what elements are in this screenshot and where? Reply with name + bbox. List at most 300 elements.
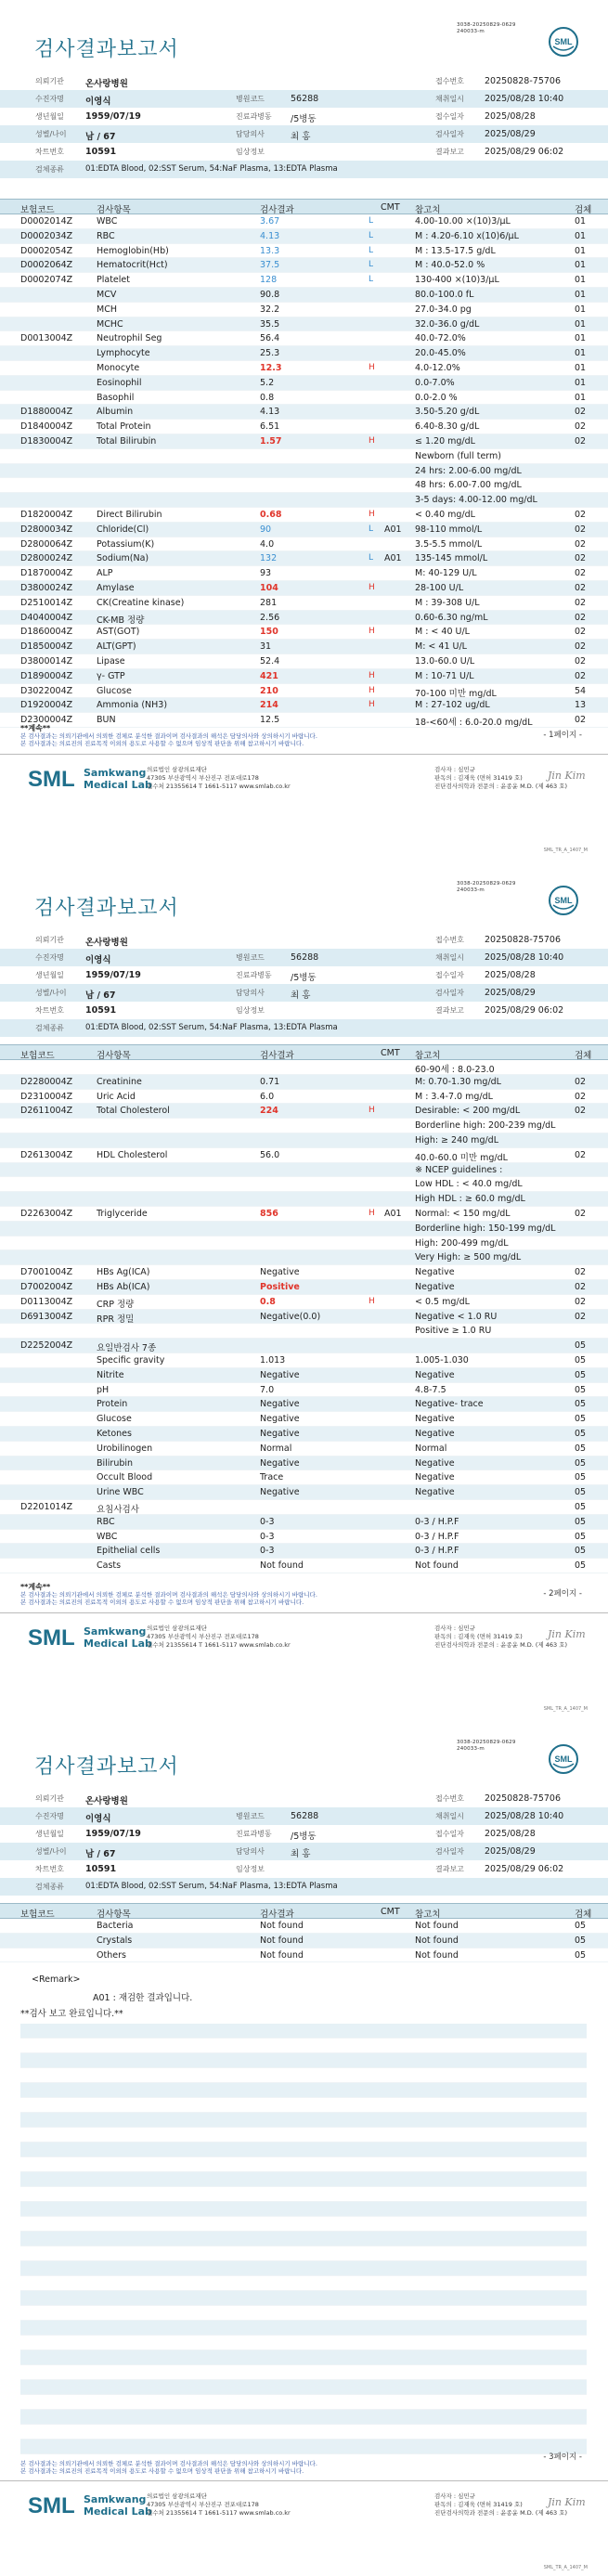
result-flag: H [369,1208,375,1218]
test-name: Platelet [97,275,130,286]
reference-range: Negative [415,1457,455,1469]
test-name: Bacteria [97,1921,134,1931]
table-row [0,1442,608,1456]
result-flag: H [369,700,375,710]
table-row [0,478,608,493]
svg-text:SML: SML [28,1625,75,1650]
table-row [0,1207,608,1222]
test-name: Urobilinogen [97,1443,153,1454]
reference-range: 135-145 mmol/L [415,553,488,564]
reference-range: 3-5 days: 4.00-12.00 mg/dL [415,495,537,506]
remark-title: <Remark> [32,1974,81,1985]
svg-text:SML: SML [554,37,573,46]
table-row [0,581,608,596]
reference-range: Negative [415,1267,455,1278]
svg-text:SML: SML [554,1754,573,1764]
sml-logo-icon [548,1743,579,1775]
report-title: 검사결과보고서 [34,38,179,61]
test-name: Crystals [97,1935,133,1946]
specimen-code: 05 [575,1369,587,1380]
reference-range: M: 0.70-1.30 mg/dL [415,1076,501,1087]
test-code: D2263004Z [20,1208,73,1219]
specimen-code: 05 [575,1384,587,1395]
test-result: 6.51 [260,421,280,433]
test-name: CRP 정량 [97,1299,135,1310]
test-name: γ- GTP [97,670,125,681]
test-code: D0113004Z [20,1296,73,1307]
test-result: 214 [260,700,278,711]
table-row [0,1148,608,1163]
result-flag: H [369,1296,375,1306]
specimen-code: 02 [575,538,587,550]
test-name: Ammonia (NH3) [97,700,168,711]
reference-range: Not found [415,1560,459,1572]
table-row [0,405,608,420]
table-row [0,1412,608,1427]
table-row [0,1559,608,1573]
test-name: Chloride(Cl) [97,524,149,535]
reference-range: M : 13.5-17.5 g/dL [415,245,496,256]
test-name: Urine WBC [97,1487,144,1498]
specimen-types: 01:EDTA Blood, 02:SST Serum, 54:NaF Plasma, 13:EDTA Plasma [85,164,338,174]
specimen-code: 01 [575,289,587,300]
table-header: 보험코드 검사항목 검사결과 CMT 참고치 검체 [0,1903,608,1919]
test-result: 1.013 [260,1354,286,1366]
test-result: Negative [260,1487,300,1498]
test-code: D3800024Z [20,582,73,593]
reference-range: Normal: < 150 mg/dL [415,1208,511,1219]
test-result: Not found [260,1949,304,1961]
test-name: Uric Acid [97,1091,136,1102]
page-number: - 2페이지 - [543,1589,582,1599]
test-code: D0002034Z [20,230,73,241]
reference-range: Borderline high: 150-199 mg/dL [415,1223,556,1234]
specimen-code: 05 [575,1428,587,1439]
table-row [0,1339,608,1353]
test-result: 421 [260,670,278,681]
table-row [0,244,608,259]
test-result: 5.2 [260,377,275,388]
specimen-code: 02 [575,612,587,623]
page-number: - 3페이지 - [543,2453,582,2462]
table-row [0,449,608,464]
test-result: Positive [260,1281,300,1292]
test-name: Total Bilirubin [97,435,157,447]
test-result: 856 [260,1208,278,1219]
specimen-code: 02 [575,1208,587,1219]
result-flag: H [369,1106,375,1116]
reference-range: 24 hrs: 2.00-6.00 mg/dL [415,465,522,476]
reference-range: 13.0-60.0 U/L [415,655,475,667]
specimen-code: 05 [575,1516,587,1527]
reference-range: Negative [415,1369,455,1380]
table-row [0,1104,608,1119]
specimen-code: 05 [575,1531,587,1542]
reference-range: 4.00-10.00 ×(10)3/μL [415,216,511,227]
test-result: 210 [260,685,278,696]
table-row [0,1934,608,1948]
table-row [0,229,608,244]
results-table-page-3 [0,1903,608,1962]
reference-range: M : < 40 U/L [415,627,470,638]
test-result: 1.57 [260,435,282,447]
reference-range: 20.0-45.0% [415,348,466,359]
specimen-code: 01 [575,230,587,241]
results-table-page-1 [0,199,608,728]
test-code: D7002004Z [20,1281,73,1292]
table-row [0,551,608,566]
reference-range: 0-3 / H.P.F [415,1546,459,1557]
svg-text:SML: SML [28,767,75,792]
reference-range: 40.0-60.0 미만 mg/dL [415,1152,508,1163]
test-code: D2611004Z [20,1106,73,1117]
test-result: 3.67 [260,216,280,227]
reference-range: Negative < 1.0 RU [415,1311,498,1322]
document-barcode-code: 3038-20250829-0629 240033-m [457,881,516,893]
table-row [0,523,608,537]
test-result: 4.13 [260,407,280,418]
result-flag: H [369,685,375,695]
reference-range: Negative [415,1472,455,1483]
specimen-code: 05 [575,1487,587,1498]
result-flag: L [369,245,374,255]
test-code: D0002014Z [20,216,73,227]
test-code: D1860004Z [20,627,73,638]
table-row [0,346,608,361]
test-name: Specific gravity [97,1354,165,1366]
specimen-code: 02 [575,670,587,681]
test-code: D3800014Z [20,655,73,667]
test-result: 0.71 [260,1076,280,1087]
test-name: CK(Creatine kinase) [97,597,185,608]
test-result: 281 [260,597,278,608]
test-code: D1920004Z [20,700,73,711]
table-row [0,1919,608,1934]
footer: SML Samkwang Medical Lab 의료법인 삼광의료재단 47305 부산광역시 부산진구 전포대로178 접수처 21355614 T 1661-5117 www.smlab.co.kr 검사자 : 심민규 판독의 : 김재욱 (면허 31419 호) 진단검사의학과 전문의 : 윤종윤 M.D. (제 463 호) Jin Kim [0,1612,608,1664]
test-result: 0.8 [260,392,275,403]
reference-range: Desirable: < 200 mg/dL [415,1106,521,1117]
specimen-code: 02 [575,568,587,579]
table-row [0,1500,608,1515]
table-row [0,288,608,303]
samkwang-logo-icon [28,764,78,792]
reference-range: M: 40-129 U/L [415,568,477,579]
table-header: 보험코드 검사항목 검사결과 CMT 참고치 검체 [0,199,608,214]
specimen-code: 54 [575,685,587,696]
test-result: 37.5 [260,260,280,271]
test-result: 4.13 [260,230,280,241]
reference-range: Normal [415,1443,447,1454]
test-name: Total Protein [97,421,151,433]
test-result: 13.3 [260,245,280,256]
test-result: 2.56 [260,612,280,623]
reference-range: Positive ≥ 1.0 RU [415,1326,492,1337]
test-result: Not found [260,1921,304,1931]
table-row [0,1397,608,1412]
test-name: MCV [97,289,117,300]
test-result: 52.4 [260,655,280,667]
specimen-code: 01 [575,362,587,373]
specimen-code: 01 [575,318,587,330]
test-code: D4040004Z [20,612,73,623]
test-name: Total Cholesterol [97,1106,170,1117]
table-row [0,654,608,669]
table-row [0,1222,608,1236]
test-name: RBC [97,1516,115,1527]
table-row [0,391,608,406]
sml-logo-icon [548,26,579,58]
test-code: D1880004Z [20,407,73,418]
specimen-code: 05 [575,1457,587,1469]
specimen-code: 05 [575,1501,587,1512]
result-flag: H [369,582,375,592]
table-row [0,1177,608,1192]
table-row [0,1470,608,1485]
test-name: WBC [97,216,118,227]
table-row [0,1310,608,1325]
patient-info: 의뢰기관 온사랑병원 접수번호 20250828-75706 수진자명 이영식 병원코드 56288 채취일시 2025/08/28 10:40 생년월일 1959/07/19 진료과병동 /5병동 접수일자 2025/08/28 성별/나이 남 / 67 담당의사 최 홍 검사일자 2025/08/29 차트번호 10591 임상정보 결과보고 2025/08/29 06:02 검체종류 01:EDTA Blood, 02:SST Serum, 54:NaF Plasma, 13:EDTA Plasma [0,1790,608,1896]
table-row [0,493,608,508]
table-row [0,214,608,229]
report-complete: **검사 보고 완료입니다.** [20,2009,123,2019]
specimen-code: 02 [575,1149,587,1160]
specimen-code: 02 [575,655,587,667]
result-flag: H [369,670,375,680]
test-name: Albumin [97,407,134,418]
reference-range: M: < 41 U/L [415,641,467,653]
specimen-code: 01 [575,348,587,359]
test-name: Casts [97,1560,122,1572]
table-row [0,698,608,713]
test-name: Triglyceride [97,1208,148,1219]
test-code: D2280004Z [20,1076,73,1087]
table-row [0,331,608,346]
continued-note: **계속** 본 검사결과는 의뢰기관에서 의뢰한 검체로 분석한 결과이며 검사결과의 해석은 담당의사와 상의하시기 바랍니다. 본 검사결과는 의료진의 진료목적 이외의 용도로 사용할 수 없으며 임상적 판단을 위해 참고하시기 바랍니다. [20,724,317,747]
page-number: - 1페이지 - [543,731,582,740]
table-row [0,1250,608,1265]
reference-range: Not found [415,1949,459,1961]
hospital-name: 온사랑병원 [85,79,128,89]
specimen-code: 05 [575,1921,587,1931]
test-result: Negative [260,1414,300,1425]
reference-range: Not found [415,1935,459,1946]
test-result: 224 [260,1106,278,1117]
table-row [0,258,608,273]
table-row [0,1948,608,1963]
table-row [0,1383,608,1398]
test-result: Normal [260,1443,292,1454]
test-result: 0.8 [260,1296,276,1307]
table-row [0,596,608,611]
test-name: CK-MB 정량 [97,615,145,626]
test-code: D2201014Z [20,1501,73,1512]
reference-range: Negative [415,1414,455,1425]
reference-range: High: 200-499 mg/dL [415,1237,509,1249]
test-result: 12.5 [260,715,280,726]
test-name: Bilirubin [97,1457,134,1469]
specimen-code: 01 [575,245,587,256]
reference-range: 130-400 ×(10)3/μL [415,275,499,286]
reference-range: Not found [415,1921,459,1931]
table-header: 보험코드 검사항목 검사결과 CMT 참고치 검체 [0,1044,608,1060]
test-name: BUN [97,715,116,726]
notice: 본 검사결과는 의뢰기관에서 의뢰한 검체로 분석한 결과이며 검사결과의 해석은 담당의사와 상의하시기 바랍니다. 본 검사결과는 의료진의 진료목적 이외의 용도로 사용할 수 없으며 임상적 판단을 위해 참고하시기 바랍니다. [20,2460,317,2475]
test-name: MCHC [97,318,123,330]
test-result: Negative [260,1369,300,1380]
test-result: 25.3 [260,348,280,359]
reference-range: M : 10-71 U/L [415,670,474,681]
specimen-code: 02 [575,1311,587,1322]
test-result: 6.0 [260,1091,275,1102]
reference-range: 3.5-5.5 mmol/L [415,538,483,550]
table-row [0,1090,608,1105]
specimen-code: 01 [575,377,587,388]
reference-range: 0-3 / H.P.F [415,1531,459,1542]
test-name: Ketones [97,1428,132,1439]
table-row [0,1192,608,1207]
reference-range: Negative [415,1487,455,1498]
svg-text:SML: SML [28,2493,75,2518]
report-page-2: 3038-20250829-0629 240033-m SML 검사결과보고서 의뢰기관 온사랑병원 접수번호 20250828-75706 수진자명 이영식 병원코드 56288 채취일시 2025/08/28 10:40 생년월일 1959/07/19 진료과병동 /5병동 접수일자 2025/08/28 성별/나이 남 / 67 담당의사 최 홍 검사일자 2025/08/29 차트번호 10591 임상정보 결과보고 2025/08/29 06:02 검체종류 01:EDTA Blood, 02:SST Serum, 54:NaF Plasma, 13:EDTA Plasma 보험코드 검사항목 검사결과 CMT 참고치 검체 60-90세 : 8.0-23.0 D2280004Z Creatinine 0.71 M: 0.70-1.30 mg/dL 02 D2310004Z Uric Acid 6.0 M : 3.4-7.0 mg/dL 02 D2611004Z Total Cholesterol 224 H Desirable: < 200 mg/dL 02 Borderline high: 200-239 mg/dL High: ≥ 240 mg/dL D2613004Z HDL Cholesterol 56.0 40.0-60.0 미만 mg/dL 02 ※ NCEP guidelines : Low HDL : < 40.0 mg/dL High HDL : ≥ 60.0 mg/dL D2263004Z Triglyceride 856 H A01 Normal: < 150 mg/dL 02 Borderline high: 150-199 mg/dL High: 200-499 mg/dL Very High: ≥ 500 mg/dL D7001004Z HBs Ag(ICA) Negative Negative 02 D7002004Z HBs Ab(ICA) Positive Negative 02 D0113004Z CRP 정량 0.8 H < 0.5 mg/dL 02 D6913004Z RPR 정밀 Negative(0.0) Negative < 1.0 RU 02 Positive ≥ 1.0 RU D2252004Z 요일반검사 7종 05 Specific gravity 1.013 1.005-1.030 05 Nitrite Negative Negative 05 pH 7.0 4.8-7.5 05 Protein Negative Negative- trace 05 Glucose Negative Negative 05 Ketones Negative Negative 05 Urobilinogen Normal Normal 05 Bilirubin Negative Negative 05 Occult Blood Trace Negative 05 Urine WBC Negative Negative 05 D2201014Z 요침사검사 05 RBC 0-3 0-3 / H.P.F 05 WBC 0-3 0-3 / H.P.F 05 Epithelial cells 0-3 0-3 / H.P.F 05 Casts Not found Not found 05 **계속** 본 검사결과는 의뢰기관에서 의뢰한 검체로 분석한 결과이며 검사결과의 해석은 담당의사와 상의하시기 바랍니다. 본 검사결과는 의료진의 진료목적 이외의 용도로 사용할 수 없으며 임상적 판단을 위해 참고하시기 바랍니다. - 2페이지 - SML Samkwang Medical Lab 의료법인 삼광의료재단 47305 부산광역시 부산진구 전포대로178 접수처 21355614 T 1661-5117 www.smlab.co.kr 검사자 : 심민규 판독의 : 김재욱 (면허 31419 호) 진단검사의학과 전문의 : 윤종윤 M.D. (제 463 호) Jin Kim SML_TR_A_1407_M [0,859,608,1717]
test-name: Hematocrit(Hct) [97,260,168,271]
test-code: D6913004Z [20,1311,73,1322]
table-row [0,1295,608,1310]
reference-range: < 0.5 mg/dL [415,1296,470,1307]
test-code: D2510014Z [20,597,73,608]
result-flag: H [369,627,375,637]
reference-range: 60-90세 : 8.0-23.0 [415,1065,495,1075]
reference-range: 70-100 미만 mg/dL [415,688,497,699]
specimen-code: 01 [575,333,587,344]
reference-range: Negative [415,1281,455,1292]
specimen-code: 02 [575,1076,587,1087]
empty-table-area [20,2024,587,2454]
table-row [0,1530,608,1545]
test-result: Trace [260,1472,284,1483]
table-row [0,1163,608,1178]
specimen-code: 05 [575,1443,587,1454]
specimen-code: 01 [575,392,587,403]
reference-range: Low HDL : < 40.0 mg/dL [415,1179,523,1190]
reference-range: High: ≥ 240 mg/dL [415,1134,498,1146]
specimen-code: 02 [575,1091,587,1102]
reference-range: M : 40.0-52.0 % [415,260,485,271]
test-name: Direct Bilirubin [97,509,162,520]
test-code: D1870004Z [20,568,73,579]
reference-range: 0.60-6.30 ng/mL [415,612,488,623]
test-code: D0002054Z [20,245,73,256]
svg-text:SML: SML [554,896,573,905]
result-flag: H [369,435,375,446]
test-result: 12.3 [260,362,282,373]
sml-logo-icon [548,885,579,916]
table-row [0,420,608,434]
test-code: D0002064Z [20,260,73,271]
reference-range: 80.0-100.0 fL [415,289,474,300]
test-result: 93 [260,568,272,579]
test-name: ALT(GPT) [97,641,136,653]
table-row [0,537,608,552]
test-result: 132 [260,553,278,564]
specimen-code: 02 [575,421,587,433]
test-code: D7001004Z [20,1267,73,1278]
reference-range: Negative- trace [415,1399,484,1410]
test-name: Lymphocyte [97,348,150,359]
reference-range: ≤ 1.20 mg/dL [415,435,475,447]
test-result: 35.5 [260,318,280,330]
specimen-code: 02 [575,1296,587,1307]
report-title: 검사결과보고서 [34,1755,179,1779]
table-row [0,1427,608,1442]
specimen-code: 01 [575,216,587,227]
specimen-code: 02 [575,509,587,520]
test-name: HDL Cholesterol [97,1149,168,1160]
table-row [0,1485,608,1500]
specimen-code: 05 [575,1935,587,1946]
result-flag: H [369,362,375,372]
samkwang-logo-icon [28,2491,78,2518]
specimen-code: 05 [575,1414,587,1425]
continued-note: **계속** 본 검사결과는 의뢰기관에서 의뢰한 검체로 분석한 결과이며 검사결과의 해석은 담당의사와 상의하시기 바랍니다. 본 검사결과는 의료진의 진료목적 이외의 용도로 사용할 수 없으며 임상적 판단을 위해 참고하시기 바랍니다. [20,1583,317,1606]
table-row [0,1353,608,1368]
test-code: D2252004Z [20,1340,73,1352]
reference-range: M : 27-102 ug/dL [415,700,490,711]
test-result: Negative [260,1267,300,1278]
reference-range: 6.40-8.30 g/dL [415,421,480,433]
footer: SML Samkwang Medical Lab 의료법인 삼광의료재단 47305 부산광역시 부산진구 전포대로178 접수처 21355614 T 1661-5117 www.smlab.co.kr 검사자 : 심민규 판독의 : 김재욱 (면허 31419 호) 진단검사의학과 전문의 : 윤종윤 M.D. (제 463 호) Jin Kim [0,2480,608,2532]
result-flag: L [369,275,374,285]
test-code: D0013004Z [20,333,73,344]
test-name: WBC [97,1531,118,1542]
reference-range: 48 hrs: 6.00-7.00 mg/dL [415,480,522,491]
table-row [0,1324,608,1339]
report-title: 검사결과보고서 [34,897,179,920]
patient-info: 의뢰기관 온사랑병원 접수번호 20250828-75706 수진자명 이영식 병원코드 56288 채취일시 2025/08/28 10:40 생년월일 1959/07/19 진료과병동 /5병동 접수일자 2025/08/28 성별/나이 남 / 67 담당의사 최 홍 검사일자 2025/08/29 차트번호 10591 임상정보 결과보고 2025/08/29 06:02 검체종류 01:EDTA Blood, 02:SST Serum, 54:NaF Plasma, 13:EDTA Plasma [0,931,608,1037]
reference-range: 4.0-12.0% [415,362,460,373]
reference-range: M : 4.20-6.10 x(10)6/μL [415,230,519,241]
test-result: 90.8 [260,289,280,300]
table-row [0,1544,608,1559]
table-row [0,1133,608,1148]
result-flag: L [369,524,374,534]
specimen-code: 02 [575,435,587,447]
reference-range: < 0.40 mg/dL [415,509,475,520]
reference-range: High HDL : ≥ 60.0 mg/dL [415,1194,525,1205]
table-row [0,684,608,699]
test-code: D3022004Z [20,685,73,696]
reference-range: 4.8-7.5 [415,1384,446,1395]
reference-range: 32.0-36.0 g/dL [415,318,480,330]
test-name: Monocyte [97,362,140,373]
reference-range: M : 39-308 U/L [415,597,480,608]
table-row [0,669,608,684]
test-name: Epithelial cells [97,1546,161,1557]
specimen-code: 05 [575,1546,587,1557]
reference-range: 27.0-34.0 pg [415,304,472,315]
test-name: Protein [97,1399,128,1410]
specimen-code: 02 [575,1281,587,1292]
specimen-code: 02 [575,715,587,726]
test-name: RBC [97,230,115,241]
specimen-code: 02 [575,582,587,593]
signature: Jin Kim [548,2496,586,2508]
test-name: 요침사검사 [97,1504,139,1515]
test-name: Hemoglobin(Hb) [97,245,169,256]
comment-code: A01 [384,524,402,535]
specimen-code: 02 [575,627,587,638]
test-name: RPR 정밀 [97,1314,135,1325]
reference-range: Borderline high: 200-239 mg/dL [415,1120,556,1132]
